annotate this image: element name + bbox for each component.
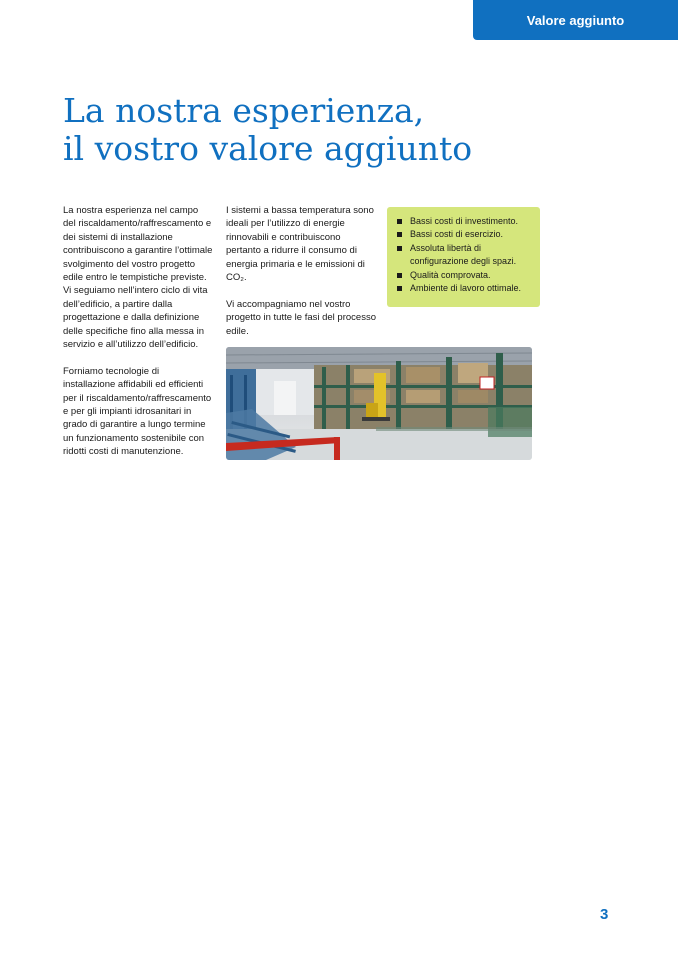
bullet-square-icon	[397, 246, 402, 251]
page-title	[63, 92, 583, 168]
section-tab-label: Valore aggiunto	[526, 12, 625, 28]
benefit-item-text: Bassi costi di esercizio.	[410, 229, 504, 240]
text-column-middle	[226, 204, 376, 351]
bullet-square-icon	[397, 232, 402, 237]
page-title-line1: La nostra esperienza,	[63, 91, 425, 130]
support-paragraph: Vi accompagniamo nel vostro progetto in tutte le fasi del processo edile.	[226, 298, 376, 337]
warehouse-photo	[226, 347, 532, 460]
benefit-item	[397, 242, 534, 269]
benefit-item	[397, 282, 534, 295]
low-temperature-paragraph: I sistemi a bassa temperatura sono ideali per l’utilizzo di energie rinnovabili e contribuiscono pertanto a ridurre il consumo di energia primaria e le emissioni di CO₂.	[226, 205, 374, 284]
page-title-line2: il vostro valore aggiunto	[63, 129, 473, 168]
section-tab	[473, 0, 678, 40]
warehouse-illustration	[226, 347, 532, 460]
benefit-item	[397, 269, 534, 282]
text-column-left	[63, 204, 213, 472]
bullet-square-icon	[397, 273, 402, 278]
benefit-item-text: Qualità comprovata.	[410, 269, 491, 280]
benefits-box	[387, 207, 540, 307]
bullet-square-icon	[397, 286, 402, 291]
technology-paragraph: Forniamo tecnologie di installazione affidabili ed efficienti per il riscaldamento/raffrescamento e per gli impianti idrosanitari in grado di garantire a lungo termine un funzionamento sostenibile con ridotti costi di manutenzione.	[63, 365, 212, 458]
benefit-item-text: Assoluta libertà di configurazione degli spazi.	[410, 242, 517, 267]
benefit-item	[397, 215, 534, 228]
benefits-list	[397, 215, 534, 295]
intro-paragraph: La nostra esperienza nel campo del riscaldamento/raffrescamento e dei sistemi di installazione contribuiscono a garantire l’ottimale svolgimento del vostro progetto edile entro le tempistiche previste. Vi seguiamo nell’intero ciclo di vita dell’edificio, a partire dalla progettazione e dalla definizione delle specifiche fino alla messa in servizio e all’utilizzo dell’edificio.	[63, 205, 213, 351]
benefit-item-text: Bassi costi di investimento.	[410, 216, 519, 226]
benefit-item	[397, 228, 534, 241]
page-number: 3	[600, 906, 609, 923]
bullet-square-icon	[397, 219, 402, 224]
benefit-item-text: Ambiente di lavoro ottimale.	[410, 283, 522, 294]
